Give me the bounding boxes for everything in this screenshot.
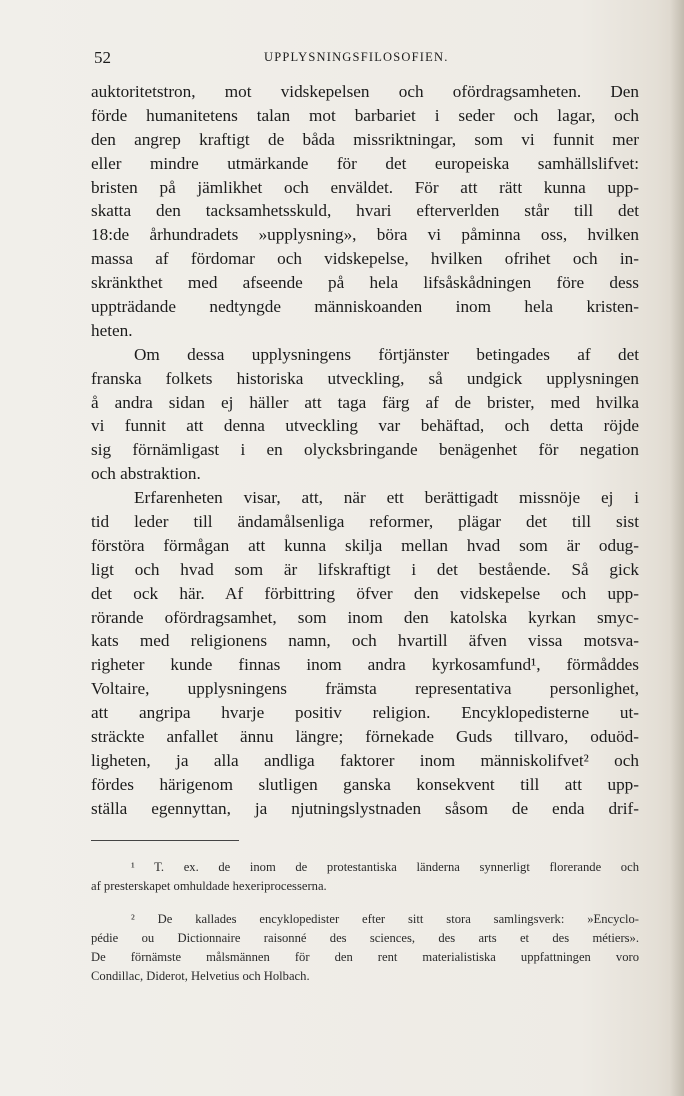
text-line: å andra sidan ej häller att taga färg af de brister, med hvilka <box>91 392 639 412</box>
text-line: det ock här. Af förbittring öfver den vidskepelse och upp- <box>91 583 639 603</box>
text-line: att angripa hvarje positiv religion. Encyklopedisterne ut- <box>91 703 639 723</box>
text-line: tid leder till ändamålsenliga reformer, plägar det till sist <box>91 512 639 532</box>
page-edge-shadow <box>670 0 684 1096</box>
text-line: kats med religionens namn, och hvartill äfven vissa motsva- <box>91 631 639 651</box>
paragraph-start-line: Om dessa upplysningens förtjänster betingades af det <box>134 344 639 364</box>
text-line: ligt och hvad som är lifskraftigt i det bestående. Så gick <box>91 559 639 579</box>
text-line: fördes härigenom slutligen ganska konsekvent till att upp- <box>91 774 639 794</box>
footnote-line: af presterskapet omhuldade hexeriprocesserna. <box>91 879 327 893</box>
text-line: heten. <box>91 320 133 340</box>
footnote-line: ¹ T. ex. de inom de protestantiska länderna synnerligt florerande och <box>131 860 639 874</box>
text-line: skränkthet med afseende på hela lifsåskådningen före dess <box>91 273 639 293</box>
text-line: uppträdande nedtyngde människoanden inom hela kristen- <box>91 297 639 317</box>
paragraph-start-line: Erfarenheten visar, att, när ett berättigadt missnöje ej i <box>134 488 639 508</box>
text-line: sig förnämligast i en olycksbringande benägenhet för negation <box>91 440 639 460</box>
text-line: ligheten, ja alla andliga faktorer inom människolifvet² och <box>91 750 639 770</box>
text-line: eller mindre utmärkande för det europeiska samhällslifvet: <box>91 153 639 173</box>
footnotes <box>91 858 639 986</box>
main-text <box>91 80 639 821</box>
text-line: förstöra förmågan att kunna skilja mellan hvad som är odug- <box>91 535 639 555</box>
text-line: skatta den tacksamhetsskuld, hvari efterverlden står till det <box>91 201 639 221</box>
footnote-divider <box>91 840 239 841</box>
text-line: förde humanitetens talan mot barbariet i seder och lagar, och <box>91 105 639 125</box>
page-header <box>94 48 642 70</box>
text-line: och abstraktion. <box>91 464 201 484</box>
footnote-line: ² De kallades encyklopedister efter sitt stora samlingsverk: »Encyclo- <box>131 912 639 926</box>
text-line: righeter kunde finnas inom andra kyrkosamfund¹, förmåddes <box>91 655 639 675</box>
text-line: Voltaire, upplysningens främsta representativa personlighet, <box>91 679 639 699</box>
text-line: franska folkets historiska utveckling, så undgick upplysningen <box>91 368 639 388</box>
footnote-line: Condillac, Diderot, Helvetius och Holbach. <box>91 969 310 983</box>
text-line: ställa egennyttan, ja njutningslystnaden såsom de enda drif- <box>91 798 639 818</box>
text-line: vi funnit att denna utveckling var behäftad, och detta röjde <box>91 416 639 436</box>
text-line: den angrep kraftigt de båda missriktningar, som vi funnit mer <box>91 129 639 149</box>
page-number: 52 <box>94 48 111 67</box>
text-line: auktoritetstron, mot vidskepelsen och ofördragsamheten. Den <box>91 82 639 101</box>
footnote-line: pédie ou Dictionnaire raisonné des sciences, des arts et des métiers». <box>91 931 639 945</box>
text-line: massa af fördomar och vidskepelse, hvilken ofrihet och in- <box>91 249 639 269</box>
text-line: rörande ofördragsamhet, som inom den katolska kyrkan smyc- <box>91 607 639 627</box>
text-line: bristen på jämlikhet och enväldet. För att rätt kunna upp- <box>91 177 639 197</box>
footnote-line: De förnämste målsmännen för den rent materialistiska uppfattningen voro <box>91 950 639 964</box>
text-line: 18:de århundradets »upplysning», böra vi påminna oss, hvilken <box>91 225 639 245</box>
text-line: sträckte anfallet ännu längre; förnekade Guds tillvaro, oduöd- <box>91 727 639 747</box>
running-title: UPPLYSNINGSFILOSOFIEN. <box>264 50 449 64</box>
